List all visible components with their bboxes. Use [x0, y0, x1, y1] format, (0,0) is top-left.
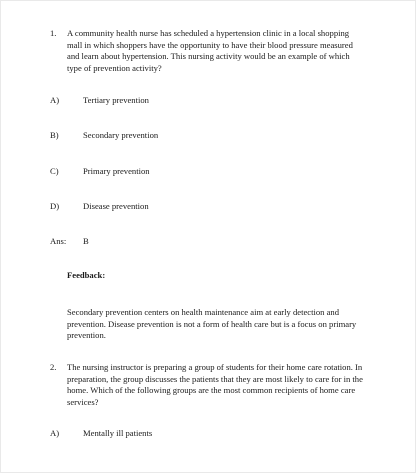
question-1-option-a-text: Tertiary prevention	[83, 95, 149, 105]
question-1-option-d-text: Disease prevention	[83, 201, 149, 211]
question-2-option-a-text: Mentally ill patients	[83, 428, 153, 438]
question-2-number: 2.	[50, 362, 57, 372]
question-1-number: 1.	[50, 28, 57, 38]
question-1-answer-label: Ans:	[50, 236, 67, 246]
question-1-feedback-text: Secondary prevention centers on health maintenance aim at early detection and prevention. Disease prevention is not a form of health care but is a focus on primary prevention.	[67, 307, 357, 340]
question-1-answer-value: B	[83, 236, 89, 246]
question-1-option-b-letter: B)	[50, 130, 59, 140]
question-1-option-b-text: Secondary prevention	[83, 130, 159, 140]
question-2-text: The nursing instructor is preparing a group of students for their home care rotation. In preparation, the group discusses the patients that they are most likely to care for in the home. Which of the following groups are the most common recipients of home care services?	[67, 362, 363, 407]
question-1-option-c-text: Primary prevention	[83, 166, 150, 176]
question-1-feedback-heading: Feedback:	[67, 270, 106, 280]
question-1-option-d-letter: D)	[50, 201, 60, 211]
question-1-option-c-letter: C)	[50, 166, 59, 176]
question-1-option-a-letter: A)	[50, 95, 60, 105]
question-1-text: A community health nurse has scheduled a hypertension clinic in a local shopping mall in which shoppers have the opportunity to have their blood pressure measured and learn about hypertension. This nursing activity would be an example of which type of prevention activity?	[67, 28, 353, 73]
question-2-option-a-letter: A)	[50, 428, 60, 438]
